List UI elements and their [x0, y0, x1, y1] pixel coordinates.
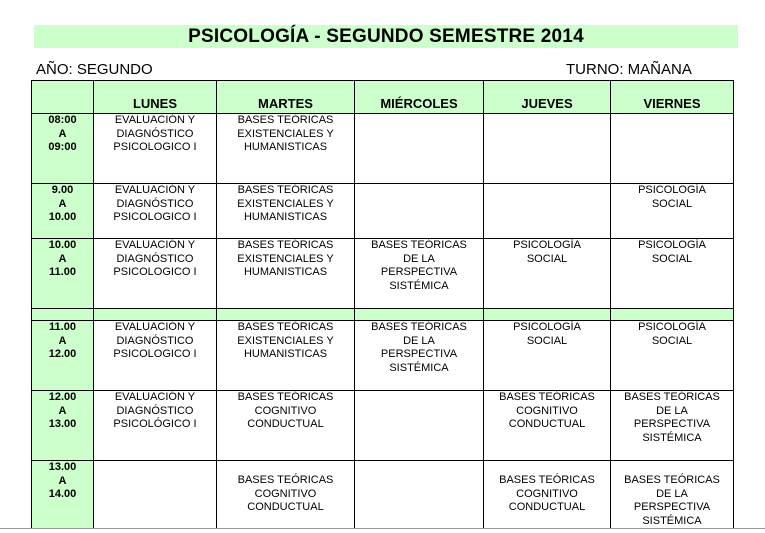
course-text: EXISTENCIALES Y — [237, 127, 334, 140]
course-text: EVALUACIÓN Y — [114, 239, 196, 251]
course-text: BASES TEÓRICAS — [499, 391, 595, 403]
break-cell — [217, 309, 355, 321]
time-text: 10.00 — [48, 211, 77, 224]
time-slot-row — [32, 114, 734, 184]
course-text: BASES TEÓRICAS — [371, 239, 467, 251]
schedule-table — [31, 80, 734, 529]
course-text: PSICOLOGÍA — [513, 321, 581, 333]
course-text: HUMANISTICAS — [243, 348, 328, 361]
course-text: BASES TEÓRICAS — [371, 321, 467, 333]
time-text: A — [58, 252, 67, 265]
course-text: BASES TEÓRICAS — [237, 184, 334, 196]
empty-cell — [484, 114, 611, 184]
time-text: 09:00 — [48, 141, 77, 154]
empty-cell — [611, 114, 734, 184]
course-text: SOCIAL — [526, 252, 568, 265]
course-text: DIAGNÓSTICO — [116, 127, 194, 140]
course-cell — [611, 321, 734, 391]
day-header: MARTES — [217, 81, 355, 114]
course-text: EVALUACIÓN Y — [114, 321, 196, 333]
course-cell — [484, 461, 611, 529]
course-text: PERSPECTIVA — [633, 418, 711, 431]
time-text: 12.00 — [48, 391, 77, 403]
course-cell — [217, 391, 355, 461]
course-text: SISTÉMICA — [642, 431, 702, 444]
break-cell — [611, 309, 734, 321]
day-header: MIÉRCOLES — [355, 81, 484, 114]
time-text: 9.00 — [51, 184, 74, 196]
course-text: EXISTENCIALES Y — [237, 197, 334, 210]
course-cell — [484, 321, 611, 391]
course-text: SOCIAL — [651, 197, 693, 210]
course-text: CONDUCTUAL — [508, 501, 586, 514]
time-text: 10.00 — [48, 239, 77, 251]
break-divider-row — [32, 309, 734, 321]
course-text: HUMANISTICAS — [243, 211, 328, 224]
course-text: DE LA — [656, 404, 688, 417]
day-header: LUNES — [94, 81, 217, 114]
day-header: VIERNES — [611, 81, 734, 114]
time-slot-cell — [32, 239, 94, 309]
course-text: BASES TEÓRICAS — [237, 321, 334, 333]
course-text: PSICOLOGÍA — [638, 321, 706, 333]
course-cell — [217, 461, 355, 529]
course-text: CONDUCTUAL — [508, 418, 586, 431]
course-text: HUMANISTICAS — [243, 141, 328, 154]
course-text: PERSPECTIVA — [380, 348, 458, 361]
course-cell — [94, 391, 217, 461]
course-cell — [484, 239, 611, 309]
course-text: SOCIAL — [651, 334, 693, 347]
course-text: DE LA — [403, 334, 435, 347]
course-cell — [94, 239, 217, 309]
course-text: BASES TEÓRICAS — [237, 239, 334, 251]
course-cell — [355, 239, 484, 309]
course-text: PSICOLOGÍA — [638, 239, 706, 251]
course-cell — [217, 239, 355, 309]
time-text: 08:00 — [48, 114, 77, 126]
break-cell — [355, 309, 484, 321]
course-text: DIAGNÓSTICO — [116, 197, 194, 210]
time-slot-row — [32, 321, 734, 391]
time-slot-row — [32, 239, 734, 309]
course-text: BASES TEÓRICAS — [624, 474, 720, 486]
time-text: A — [58, 127, 67, 140]
course-text: PSICOLOGICO I — [113, 348, 197, 361]
course-text: BASES TEÓRICAS — [237, 474, 334, 486]
course-text: COGNITIVO — [254, 487, 317, 500]
time-text: 13.00 — [48, 461, 77, 473]
course-text: DIAGNÓSTICO — [116, 404, 194, 417]
day-header: JUEVES — [484, 81, 611, 114]
time-slot-row — [32, 461, 734, 529]
course-text: DE LA — [403, 252, 435, 265]
course-text: SOCIAL — [651, 252, 693, 265]
course-cell — [94, 321, 217, 391]
course-text: PSICOLOGICO I — [113, 211, 197, 224]
empty-cell — [484, 184, 611, 239]
time-text: 11.00 — [49, 266, 76, 279]
course-text: CONDUCTUAL — [247, 418, 324, 431]
time-text: 13.00 — [48, 418, 77, 431]
course-text: EVALUACIÓN Y — [114, 114, 196, 126]
course-text: DIAGNÓSTICO — [116, 334, 194, 347]
time-slot-cell — [32, 461, 94, 529]
course-cell — [484, 391, 611, 461]
course-text: BASES TEÓRICAS — [237, 391, 334, 403]
course-text: PSICOLOGICO I — [113, 266, 197, 279]
course-cell — [611, 184, 734, 239]
time-slot-cell — [32, 391, 94, 461]
break-cell — [484, 309, 611, 321]
course-text: BASES TEÓRICAS — [499, 474, 595, 486]
empty-cell — [355, 114, 484, 184]
course-text: PSICOLÓGICO I — [113, 418, 197, 431]
empty-cell — [355, 461, 484, 529]
break-cell — [32, 309, 94, 321]
course-text: COGNITIVO — [516, 404, 578, 417]
time-slot-cell — [32, 321, 94, 391]
course-text: DE LA — [656, 487, 688, 500]
course-text: COGNITIVO — [254, 404, 317, 417]
time-slot-cell — [32, 184, 94, 239]
course-text: BASES TEÓRICAS — [624, 391, 720, 403]
course-text: HUMANISTICAS — [243, 266, 328, 279]
time-text: A — [58, 404, 67, 417]
course-text: CONDUCTUAL — [247, 501, 324, 514]
course-cell — [217, 114, 355, 184]
course-text: BASES TEÓRICAS — [237, 114, 334, 126]
course-text: COGNITIVO — [516, 487, 578, 500]
page-title: PSICOLOGÍA - SEGUNDO SEMESTRE 2014 — [34, 25, 738, 48]
header-corner-cell — [32, 81, 94, 114]
empty-cell — [94, 461, 217, 529]
course-text: PERSPECTIVA — [633, 501, 711, 514]
course-text: PSICOLOGÍA — [513, 239, 581, 251]
course-text: SISTÉMICA — [642, 514, 702, 527]
course-cell — [217, 184, 355, 239]
time-slot-row — [32, 391, 734, 461]
course-text: PSICOLOGÍA — [638, 184, 706, 196]
course-cell — [355, 321, 484, 391]
shift-label: TURNO: MAÑANA — [566, 61, 692, 78]
course-text: EVALUACIÓN Y — [114, 184, 196, 196]
header-row — [32, 81, 734, 114]
empty-cell — [355, 184, 484, 239]
empty-cell — [355, 391, 484, 461]
course-cell — [611, 461, 734, 529]
course-text: EXISTENCIALES Y — [237, 252, 334, 265]
time-slot-cell — [32, 114, 94, 184]
course-text: DIAGNÓSTICO — [116, 252, 194, 265]
time-text: 14.00 — [48, 488, 77, 501]
course-cell — [217, 321, 355, 391]
course-cell — [94, 184, 217, 239]
time-text: 12.00 — [48, 348, 77, 361]
course-text: SISTÉMICA — [389, 279, 449, 292]
break-cell — [94, 309, 217, 321]
time-text: 11.00 — [49, 321, 76, 333]
course-text: PERSPECTIVA — [380, 266, 458, 279]
time-text: A — [58, 197, 67, 210]
course-text: SOCIAL — [526, 334, 568, 347]
course-text: SISTÉMICA — [389, 361, 449, 374]
course-text: EXISTENCIALES Y — [237, 334, 334, 347]
course-text: EVALUACIÓN Y — [114, 391, 196, 403]
time-text: A — [58, 334, 67, 347]
course-cell — [94, 114, 217, 184]
course-text: PSICOLOGICO I — [113, 141, 197, 154]
course-cell — [611, 239, 734, 309]
course-cell — [611, 391, 734, 461]
window-bottom-edge — [0, 528, 765, 529]
time-text: A — [58, 474, 67, 487]
year-label: AÑO: SEGUNDO — [36, 61, 153, 78]
time-slot-row — [32, 184, 734, 239]
